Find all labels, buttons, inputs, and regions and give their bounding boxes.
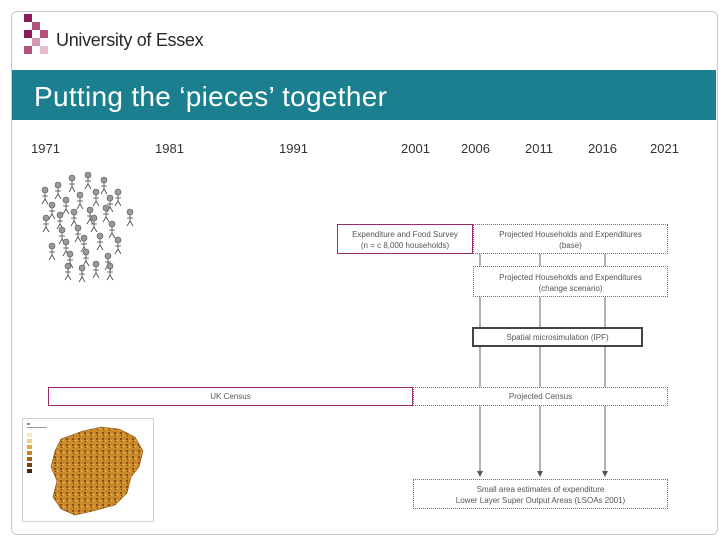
choropleth-map-thumbnail — [22, 418, 154, 522]
year-label: 2001 — [401, 141, 430, 156]
university-logo-text: University of Essex — [56, 30, 204, 50]
small-area-line2: Lower Layer Super Output Areas (LSOAs 2001) — [455, 496, 626, 505]
efs-line2: (n = c 8,000 households) — [360, 241, 450, 250]
ipf-box — [472, 327, 643, 347]
projected-change-line2: (change scenario) — [538, 284, 603, 293]
year-label: 1971 — [31, 141, 60, 156]
uk-census-box — [48, 387, 413, 406]
projected-change-line1: Projected Households and Expenditures — [499, 273, 642, 282]
efs-line1: Expenditure and Food Survey — [352, 230, 458, 239]
projected-census-label: Projected Census — [508, 392, 573, 401]
efs-box — [337, 224, 473, 254]
small-area-box — [413, 479, 668, 509]
slide-title: Putting the ‘pieces’ together — [34, 81, 388, 112]
year-label: 2016 — [588, 141, 617, 156]
projected-base-line1: Projected Households and Expenditures — [499, 230, 642, 239]
small-area-line1: Small area estimates of expenditure — [476, 485, 605, 494]
year-label: 2021 — [650, 141, 679, 156]
year-label: 1981 — [155, 141, 184, 156]
ipf-label: Spatial microsimulation (IPF) — [506, 333, 609, 342]
uk-census-label: UK Census — [210, 392, 251, 401]
map-icon — [23, 419, 153, 521]
year-label: 1991 — [279, 141, 308, 156]
year-label: 2006 — [461, 141, 490, 156]
projected-census-box — [413, 387, 668, 406]
projected-change-box — [473, 266, 668, 297]
projected-base-line2: (base) — [559, 241, 582, 250]
year-label: 2011 — [525, 141, 553, 156]
projected-base-box — [473, 224, 668, 254]
